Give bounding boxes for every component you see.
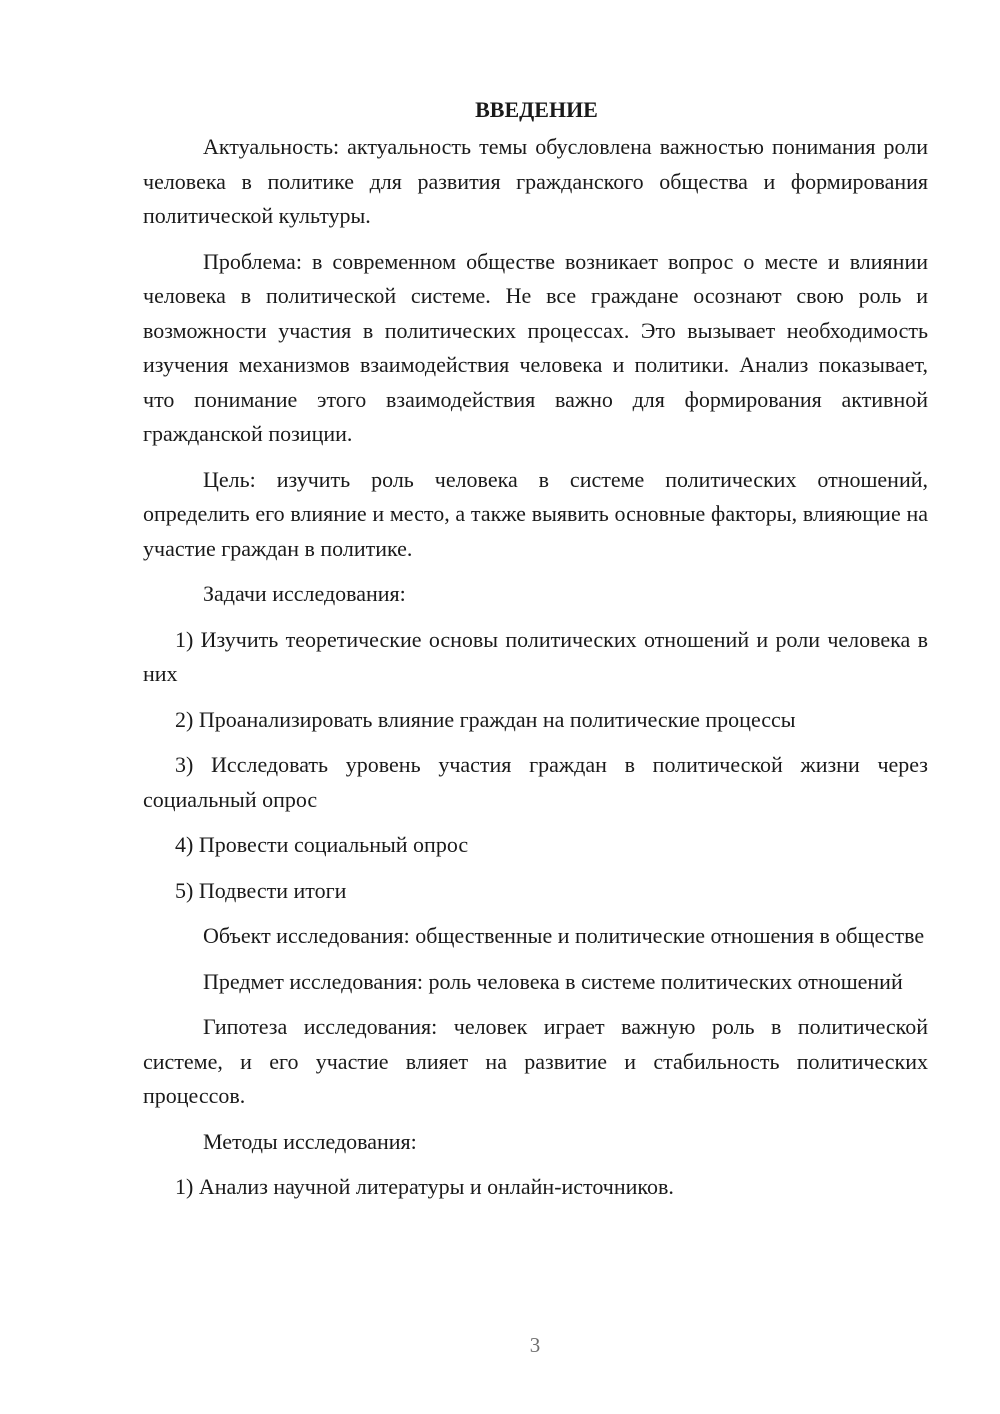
object-paragraph: Объект исследования: общественные и политические отношения в обществе [203,923,925,948]
task-item-4: 4) Провести социальный опрос [175,832,469,857]
hypothesis-paragraph: Гипотеза исследования: человек играет важную роль в политической системе, и его участие влияет на развитие и стабильность политических процессов. [143,1014,928,1108]
task-item-2: 2) Проанализировать влияние граждан на политические процессы [175,706,796,732]
section-title: ВВЕДЕНИЕ [475,97,598,122]
relevance-paragraph: Актуальность: актуальность темы обусловлена важностью понимания роли человека в политике для развития гражданского общества и формирования политической культуры. [143,134,928,228]
tasks-heading: Задачи исследования: [203,581,406,606]
method-item-1: 1) Анализ научной литературы и онлайн-источников. [175,1174,674,1199]
task-item-1: 1) Изучить теоретические основы политических отношений и роли человека в них [143,626,928,686]
problem-paragraph: Проблема: в современном обществе возникает вопрос о месте и влиянии человека в политической системе. Не все граждане осознают свою роль и возможности участия в политических процессах. Это вызывает необходимость изучения механизмов взаимодействия человека и политики. Анализ показывает, что понимание этого взаимодействия важно для формирования активной гражданской позиции. [143,248,928,446]
subject-paragraph: Предмет исследования: роль человека в системе политических отношений [203,968,903,994]
task-item-5: 5) Подвести итоги [175,877,347,903]
goal-paragraph: Цель: изучить роль человека в системе политических отношений, определить его влияние и место, а также выявить основные факторы, влияющие на участие граждан в политике. [143,466,928,561]
methods-heading: Методы исследования: [203,1128,417,1154]
task-item-3: 3) Исследовать уровень участия граждан в политической жизни через социальный опрос [143,752,928,812]
page-number: 3 [529,1333,541,1357]
document-page [143,90,928,1216]
